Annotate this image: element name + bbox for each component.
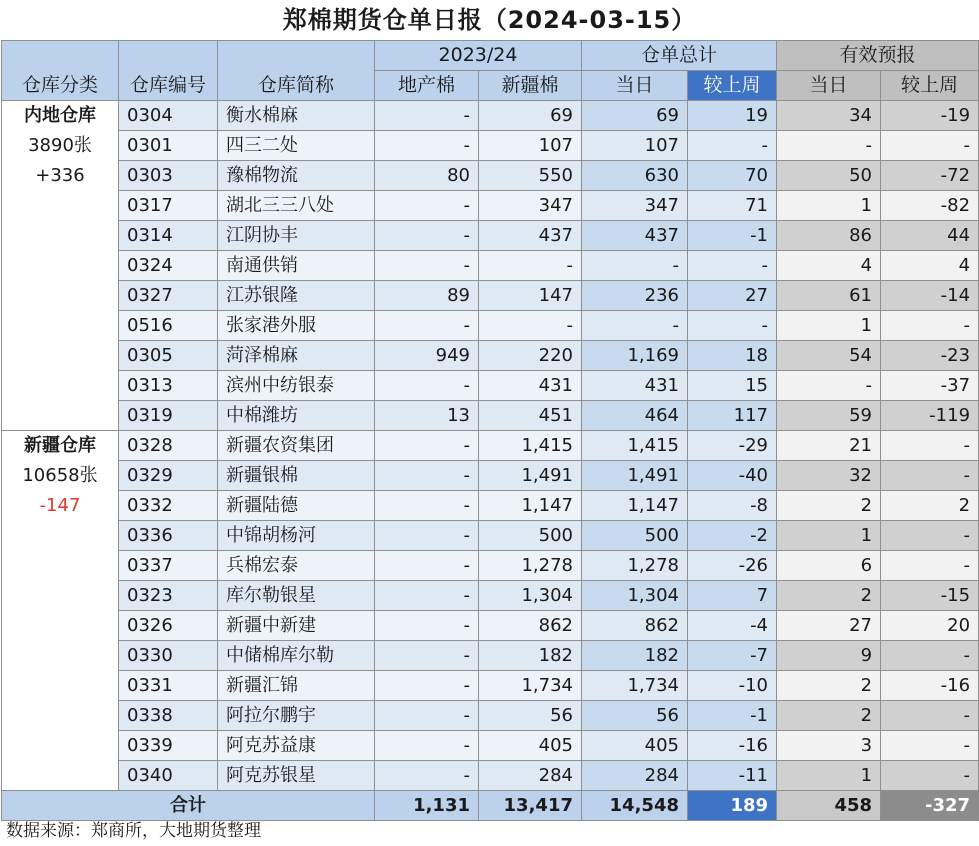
forecast-vs-week: 2 [881, 491, 979, 521]
warehouse-code: 0303 [119, 161, 218, 191]
header-forecast-group: 有效预报 [777, 41, 979, 71]
report-title: 郑棉期货仓单日报（2024-03-15） [282, 6, 697, 34]
total-today: 56 [582, 701, 688, 731]
warehouse-name: 衡水棉麻 [218, 101, 375, 131]
forecast-today: - [777, 371, 881, 401]
total-today: 1,415 [582, 431, 688, 461]
category-cell [2, 431, 119, 791]
forecast-vs-week: - [881, 131, 979, 161]
xinjiang-cotton: 1,278 [479, 551, 582, 581]
warehouse-code: 0314 [119, 221, 218, 251]
total-vs-week: 18 [688, 341, 777, 371]
table-row [2, 581, 979, 611]
warehouse-name: 江阴协丰 [218, 221, 375, 251]
xinjiang-cotton: 147 [479, 281, 582, 311]
xinjiang-cotton: 1,491 [479, 461, 582, 491]
warehouse-name: 四三二处 [218, 131, 375, 161]
forecast-vs-week: -16 [881, 671, 979, 701]
forecast-today: 1 [777, 191, 881, 221]
total-today: - [582, 251, 688, 281]
total-today: 405 [582, 731, 688, 761]
table-row [2, 191, 979, 221]
forecast-vs-week: 44 [881, 221, 979, 251]
forecast-today: 27 [777, 611, 881, 641]
table-body [2, 101, 979, 791]
total-today: 630 [582, 161, 688, 191]
warehouse-code: 0332 [119, 491, 218, 521]
total-today: 1,169 [582, 341, 688, 371]
total-today: 347 [582, 191, 688, 221]
totals-forecast: 458 [777, 791, 881, 821]
header-name: 仓库简称 [218, 41, 375, 101]
warehouse-name: 新疆陆德 [218, 491, 375, 521]
total-vs-week: -1 [688, 221, 777, 251]
forecast-today: 86 [777, 221, 881, 251]
forecast-today: 6 [777, 551, 881, 581]
forecast-vs-week: -14 [881, 281, 979, 311]
total-vs-week: 15 [688, 371, 777, 401]
table-row [2, 671, 979, 701]
xinjiang-cotton: 437 [479, 221, 582, 251]
totals-total-change: 189 [688, 791, 777, 821]
total-today: 182 [582, 641, 688, 671]
local-cotton: - [375, 551, 479, 581]
warehouse-name: 豫棉物流 [218, 161, 375, 191]
total-vs-week: -2 [688, 521, 777, 551]
total-vs-week: -7 [688, 641, 777, 671]
header-total-today: 当日 [582, 71, 688, 101]
table-row [2, 461, 979, 491]
forecast-vs-week: - [881, 311, 979, 341]
warehouse-name: 滨州中纺银泰 [218, 371, 375, 401]
warehouse-code: 0304 [119, 101, 218, 131]
total-vs-week: -26 [688, 551, 777, 581]
table-row [2, 251, 979, 281]
xinjiang-cotton: 107 [479, 131, 582, 161]
forecast-today: 4 [777, 251, 881, 281]
forecast-vs-week: 4 [881, 251, 979, 281]
xinjiang-cotton: 500 [479, 521, 582, 551]
total-today: 107 [582, 131, 688, 161]
warehouse-code: 0317 [119, 191, 218, 221]
warehouse-name: 新疆银棉 [218, 461, 375, 491]
warehouse-code: 0340 [119, 761, 218, 791]
local-cotton: - [375, 671, 479, 701]
local-cotton: - [375, 581, 479, 611]
warehouse-code: 0326 [119, 611, 218, 641]
header-season: 2023/24 [375, 41, 582, 71]
xinjiang-cotton: 220 [479, 341, 582, 371]
local-cotton: 89 [375, 281, 479, 311]
forecast-vs-week: - [881, 641, 979, 671]
table-row [2, 641, 979, 671]
header-forecast-vs-week: 较上周 [881, 71, 979, 101]
header-row-top [2, 41, 979, 71]
warehouse-name: 菏泽棉麻 [218, 341, 375, 371]
table-row [2, 161, 979, 191]
local-cotton: - [375, 371, 479, 401]
table-row [2, 101, 979, 131]
forecast-vs-week: -119 [881, 401, 979, 431]
forecast-today: 2 [777, 671, 881, 701]
total-vs-week: -40 [688, 461, 777, 491]
total-vs-week: -8 [688, 491, 777, 521]
totals-local: 1,131 [375, 791, 479, 821]
local-cotton: 80 [375, 161, 479, 191]
xinjiang-cotton: 550 [479, 161, 582, 191]
forecast-vs-week: -82 [881, 191, 979, 221]
forecast-today: 1 [777, 761, 881, 791]
forecast-today: 2 [777, 581, 881, 611]
local-cotton: - [375, 311, 479, 341]
warehouse-code: 0327 [119, 281, 218, 311]
warehouse-code: 0338 [119, 701, 218, 731]
warehouse-code: 0329 [119, 461, 218, 491]
xinjiang-cotton: 862 [479, 611, 582, 641]
warehouse-code: 0323 [119, 581, 218, 611]
local-cotton: - [375, 611, 479, 641]
total-vs-week: 70 [688, 161, 777, 191]
local-cotton: - [375, 521, 479, 551]
total-vs-week: 117 [688, 401, 777, 431]
local-cotton: - [375, 731, 479, 761]
total-today: 431 [582, 371, 688, 401]
table-row [2, 371, 979, 401]
total-vs-week: 7 [688, 581, 777, 611]
local-cotton: 13 [375, 401, 479, 431]
warehouse-code: 0319 [119, 401, 218, 431]
total-today: 1,734 [582, 671, 688, 701]
total-vs-week: - [688, 131, 777, 161]
xinjiang-cotton: 1,415 [479, 431, 582, 461]
local-cotton: - [375, 131, 479, 161]
warehouse-name: 中储棉库尔勒 [218, 641, 375, 671]
category-change: +336 [35, 165, 85, 186]
local-cotton: - [375, 641, 479, 671]
table-row [2, 131, 979, 161]
table-row [2, 701, 979, 731]
local-cotton: 949 [375, 341, 479, 371]
table-row [2, 341, 979, 371]
local-cotton: - [375, 761, 479, 791]
header-xinjiang: 新疆棉 [479, 71, 582, 101]
warehouse-code: 0328 [119, 431, 218, 461]
forecast-today: 50 [777, 161, 881, 191]
warehouse-name: 中棉潍坊 [218, 401, 375, 431]
forecast-today: 1 [777, 311, 881, 341]
total-today: 1,147 [582, 491, 688, 521]
warehouse-name: 新疆中新建 [218, 611, 375, 641]
table-row [2, 761, 979, 791]
warehouse-name: 湖北三三八处 [218, 191, 375, 221]
local-cotton: - [375, 701, 479, 731]
header-category: 仓库分类 [2, 41, 119, 101]
warehouse-code: 0336 [119, 521, 218, 551]
xinjiang-cotton: 69 [479, 101, 582, 131]
warehouse-code: 0324 [119, 251, 218, 281]
total-today: 437 [582, 221, 688, 251]
xinjiang-cotton: - [479, 311, 582, 341]
total-today: 862 [582, 611, 688, 641]
forecast-today: 61 [777, 281, 881, 311]
total-vs-week: -11 [688, 761, 777, 791]
warehouse-name: 中锦胡杨河 [218, 521, 375, 551]
xinjiang-cotton: 347 [479, 191, 582, 221]
forecast-vs-week: - [881, 731, 979, 761]
warehouse-code: 0331 [119, 671, 218, 701]
xinjiang-cotton: 451 [479, 401, 582, 431]
warehouse-name: 江苏银隆 [218, 281, 375, 311]
warehouse-name: 南通供销 [218, 251, 375, 281]
header-local: 地产棉 [375, 71, 479, 101]
forecast-vs-week: - [881, 761, 979, 791]
forecast-vs-week: -19 [881, 101, 979, 131]
total-today: 284 [582, 761, 688, 791]
local-cotton: - [375, 191, 479, 221]
forecast-today: - [777, 131, 881, 161]
forecast-today: 9 [777, 641, 881, 671]
table-row [2, 491, 979, 521]
local-cotton: - [375, 491, 479, 521]
forecast-vs-week: - [881, 701, 979, 731]
warehouse-name: 新疆汇锦 [218, 671, 375, 701]
forecast-vs-week: - [881, 551, 979, 581]
xinjiang-cotton: - [479, 251, 582, 281]
warehouse-code: 0337 [119, 551, 218, 581]
forecast-vs-week: -15 [881, 581, 979, 611]
category-change: -147 [39, 495, 81, 516]
table-row [2, 401, 979, 431]
forecast-vs-week: -37 [881, 371, 979, 401]
total-vs-week: -29 [688, 431, 777, 461]
warehouse-name: 张家港外服 [218, 311, 375, 341]
category-count: 3890张 [28, 135, 92, 156]
forecast-vs-week: -23 [881, 341, 979, 371]
warehouse-name: 阿克苏银星 [218, 761, 375, 791]
local-cotton: - [375, 461, 479, 491]
total-vs-week: - [688, 311, 777, 341]
xinjiang-cotton: 1,734 [479, 671, 582, 701]
table-row [2, 221, 979, 251]
forecast-today: 34 [777, 101, 881, 131]
xinjiang-cotton: 1,147 [479, 491, 582, 521]
header-total-group: 仓单总计 [582, 41, 777, 71]
forecast-vs-week: 20 [881, 611, 979, 641]
xinjiang-cotton: 284 [479, 761, 582, 791]
warehouse-name: 兵棉宏泰 [218, 551, 375, 581]
total-vs-week: -1 [688, 701, 777, 731]
xinjiang-cotton: 182 [479, 641, 582, 671]
totals-row [2, 791, 979, 821]
totals-label: 合计 [2, 791, 375, 821]
total-today: 69 [582, 101, 688, 131]
warehouse-name: 阿拉尔鹏宇 [218, 701, 375, 731]
table-row [2, 431, 979, 461]
warehouse-name: 新疆农资集团 [218, 431, 375, 461]
local-cotton: - [375, 251, 479, 281]
local-cotton: - [375, 101, 479, 131]
forecast-today: 2 [777, 491, 881, 521]
total-vs-week: -16 [688, 731, 777, 761]
total-today: - [582, 311, 688, 341]
forecast-today: 21 [777, 431, 881, 461]
totals-xinjiang: 13,417 [479, 791, 582, 821]
category-name: 新疆仓库 [24, 435, 96, 456]
xinjiang-cotton: 1,304 [479, 581, 582, 611]
warehouse-name: 阿克苏益康 [218, 731, 375, 761]
total-today: 1,278 [582, 551, 688, 581]
header-forecast-today: 当日 [777, 71, 881, 101]
warehouse-receipt-table [1, 40, 979, 821]
header-code: 仓库编号 [119, 41, 218, 101]
forecast-today: 2 [777, 701, 881, 731]
total-vs-week: - [688, 251, 777, 281]
table-row [2, 551, 979, 581]
table-row [2, 521, 979, 551]
total-vs-week: 19 [688, 101, 777, 131]
xinjiang-cotton: 405 [479, 731, 582, 761]
warehouse-code: 0330 [119, 641, 218, 671]
warehouse-code: 0305 [119, 341, 218, 371]
forecast-vs-week: - [881, 461, 979, 491]
xinjiang-cotton: 56 [479, 701, 582, 731]
total-vs-week: -10 [688, 671, 777, 701]
warehouse-code: 0313 [119, 371, 218, 401]
forecast-today: 54 [777, 341, 881, 371]
category-cell [2, 101, 119, 431]
forecast-today: 1 [777, 521, 881, 551]
warehouse-code: 0301 [119, 131, 218, 161]
forecast-vs-week: -72 [881, 161, 979, 191]
total-vs-week: 71 [688, 191, 777, 221]
totals-forecast-change: -327 [881, 791, 979, 821]
local-cotton: - [375, 431, 479, 461]
forecast-today: 32 [777, 461, 881, 491]
table-row [2, 311, 979, 341]
table-row [2, 281, 979, 311]
category-count: 10658张 [22, 465, 98, 486]
warehouse-code: 0339 [119, 731, 218, 761]
total-vs-week: 27 [688, 281, 777, 311]
total-today: 1,304 [582, 581, 688, 611]
total-today: 500 [582, 521, 688, 551]
warehouse-code: 0516 [119, 311, 218, 341]
totals-total: 14,548 [582, 791, 688, 821]
total-vs-week: -4 [688, 611, 777, 641]
table-row [2, 611, 979, 641]
data-source-note: 数据来源：郑商所，大地期货整理 [6, 821, 261, 841]
forecast-today: 59 [777, 401, 881, 431]
warehouse-name: 库尔勒银星 [218, 581, 375, 611]
forecast-vs-week: - [881, 431, 979, 461]
header-total-vs-week: 较上周 [688, 71, 777, 101]
xinjiang-cotton: 431 [479, 371, 582, 401]
local-cotton: - [375, 221, 479, 251]
forecast-vs-week: - [881, 521, 979, 551]
table-row [2, 731, 979, 761]
total-today: 464 [582, 401, 688, 431]
total-today: 236 [582, 281, 688, 311]
category-name: 内地仓库 [24, 105, 96, 126]
total-today: 1,491 [582, 461, 688, 491]
forecast-today: 3 [777, 731, 881, 761]
